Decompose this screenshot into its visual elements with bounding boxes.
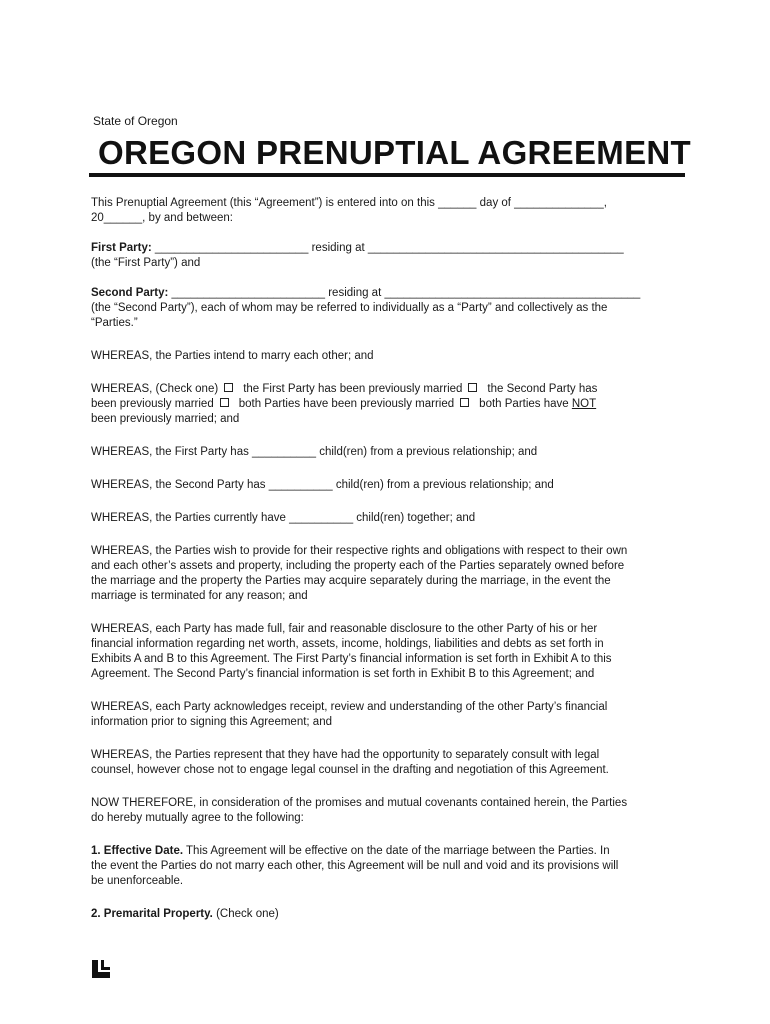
section-premarital-property bbox=[91, 907, 681, 922]
document-body bbox=[91, 196, 681, 922]
paragraph-line: WHEREAS, each Party has made full, fair and reasonable disclosure to the other Party of his or her bbox=[91, 623, 598, 635]
paragraph-line: the marriage and the property the Parties may acquire separately during the marriage, in the event the bbox=[91, 575, 611, 587]
whereas-together-children: WHEREAS, the Parties currently have __________ child(ren) together; and bbox=[91, 512, 476, 524]
second-party-label: Second Party: bbox=[91, 287, 169, 299]
checkbox-both-not-married[interactable] bbox=[460, 398, 469, 407]
paragraph-line: the event the Parties do not marry each other, this Agreement will be null and void and its provisions will bbox=[91, 860, 619, 872]
paragraph-line: Agreement. The Second Party’s financial information is set forth in Exhibit B to this Agreement; and bbox=[91, 668, 595, 680]
checkbox-label: the Second Party has bbox=[487, 383, 598, 395]
title-rule bbox=[89, 173, 685, 177]
whereas-counsel-paragraph bbox=[91, 748, 681, 778]
section-heading: 2. Premarital Property. bbox=[91, 908, 213, 920]
whereas-second-children: WHEREAS, the Second Party has __________ child(ren) from a previous relationship; and bbox=[91, 479, 554, 491]
first-party-line: (the “First Party”) and bbox=[91, 257, 201, 269]
intro-line: 20______, by and between: bbox=[91, 212, 233, 224]
checkbox-label: been previously married bbox=[91, 398, 214, 410]
document-title: OREGON PRENUPTIAL AGREEMENT bbox=[98, 134, 691, 171]
first-party-label: First Party: bbox=[91, 242, 152, 254]
whereas-first-children: WHEREAS, the First Party has __________ child(ren) from a previous relationship; and bbox=[91, 446, 538, 458]
first-party-fields[interactable]: ________________________ residing at ________________________________________ bbox=[151, 242, 624, 254]
checkbox-second-married[interactable] bbox=[468, 383, 477, 392]
section-note: (Check one) bbox=[212, 908, 279, 920]
checkbox-both-married[interactable] bbox=[220, 398, 229, 407]
whereas-check-prefix: WHEREAS, (Check one) bbox=[91, 383, 219, 395]
paragraph-line: WHEREAS, each Party acknowledges receipt, review and understanding of the other Party’s financial bbox=[91, 701, 608, 713]
paragraph-line: marriage is terminated for any reason; and bbox=[91, 590, 308, 602]
intro-paragraph bbox=[91, 196, 681, 226]
intro-line: This Prenuptial Agreement (this “Agreement”) is entered into on this ______ day of ______________, bbox=[91, 197, 607, 209]
second-party-fields[interactable]: ________________________ residing at ________________________________________ bbox=[168, 287, 641, 299]
paragraph-line: do hereby mutually agree to the following: bbox=[91, 812, 304, 824]
state-label: State of Oregon bbox=[93, 114, 178, 128]
checkbox-label: both Parties have been previously married bbox=[238, 398, 455, 410]
now-therefore-paragraph bbox=[91, 796, 681, 826]
whereas-ack-paragraph bbox=[91, 700, 681, 730]
whereas-rights-paragraph bbox=[91, 544, 681, 604]
paragraph-line: NOW THEREFORE, in consideration of the promises and mutual covenants contained herein, the Parties bbox=[91, 797, 628, 809]
whereas-marry: WHEREAS, the Parties intend to marry each other; and bbox=[91, 350, 374, 362]
checkbox-label: both Parties have bbox=[479, 398, 572, 410]
whereas-disclosure-paragraph bbox=[91, 622, 681, 682]
section-heading: 1. Effective Date. bbox=[91, 845, 184, 857]
document-logo-icon bbox=[92, 960, 110, 978]
section-effective-date bbox=[91, 844, 681, 889]
second-party-line: “Parties.” bbox=[91, 317, 138, 329]
paragraph-line: WHEREAS, the Parties wish to provide for their respective rights and obligations with respect to their own bbox=[91, 545, 628, 557]
paragraph-line: and each other’s assets and property, including the property each of the Parties separately owned before bbox=[91, 560, 625, 572]
second-party-line: (the “Second Party”), each of whom may be referred to individually as a “Party” and collectively as the bbox=[91, 302, 608, 314]
paragraph-line: be unenforceable. bbox=[91, 875, 184, 887]
checkbox-first-married[interactable] bbox=[224, 383, 233, 392]
paragraph-line: financial information regarding net worth, assets, income, holdings, liabilities and debts as set forth in bbox=[91, 638, 604, 650]
paragraph-line: This Agreement will be effective on the date of the marriage between the Parties. In bbox=[183, 845, 610, 857]
paragraph-line: counsel, however chose not to engage legal counsel in the drafting and negotiation of this Agreement. bbox=[91, 764, 609, 776]
paragraph-line: WHEREAS, the Parties represent that they have had the opportunity to separately consult with legal bbox=[91, 749, 600, 761]
checkbox-label: been previously married; and bbox=[91, 413, 240, 425]
second-party-paragraph bbox=[91, 286, 681, 331]
paragraph-line: information prior to signing this Agreement; and bbox=[91, 716, 332, 728]
checkbox-label: the First Party has been previously married bbox=[243, 383, 463, 395]
first-party-paragraph bbox=[91, 241, 681, 271]
paragraph-line: Exhibits A and B to this Agreement. The First Party’s financial information is set forth in Exhibit A to this bbox=[91, 653, 612, 665]
not-emphasis: NOT bbox=[571, 398, 597, 410]
whereas-check-paragraph bbox=[91, 382, 681, 427]
